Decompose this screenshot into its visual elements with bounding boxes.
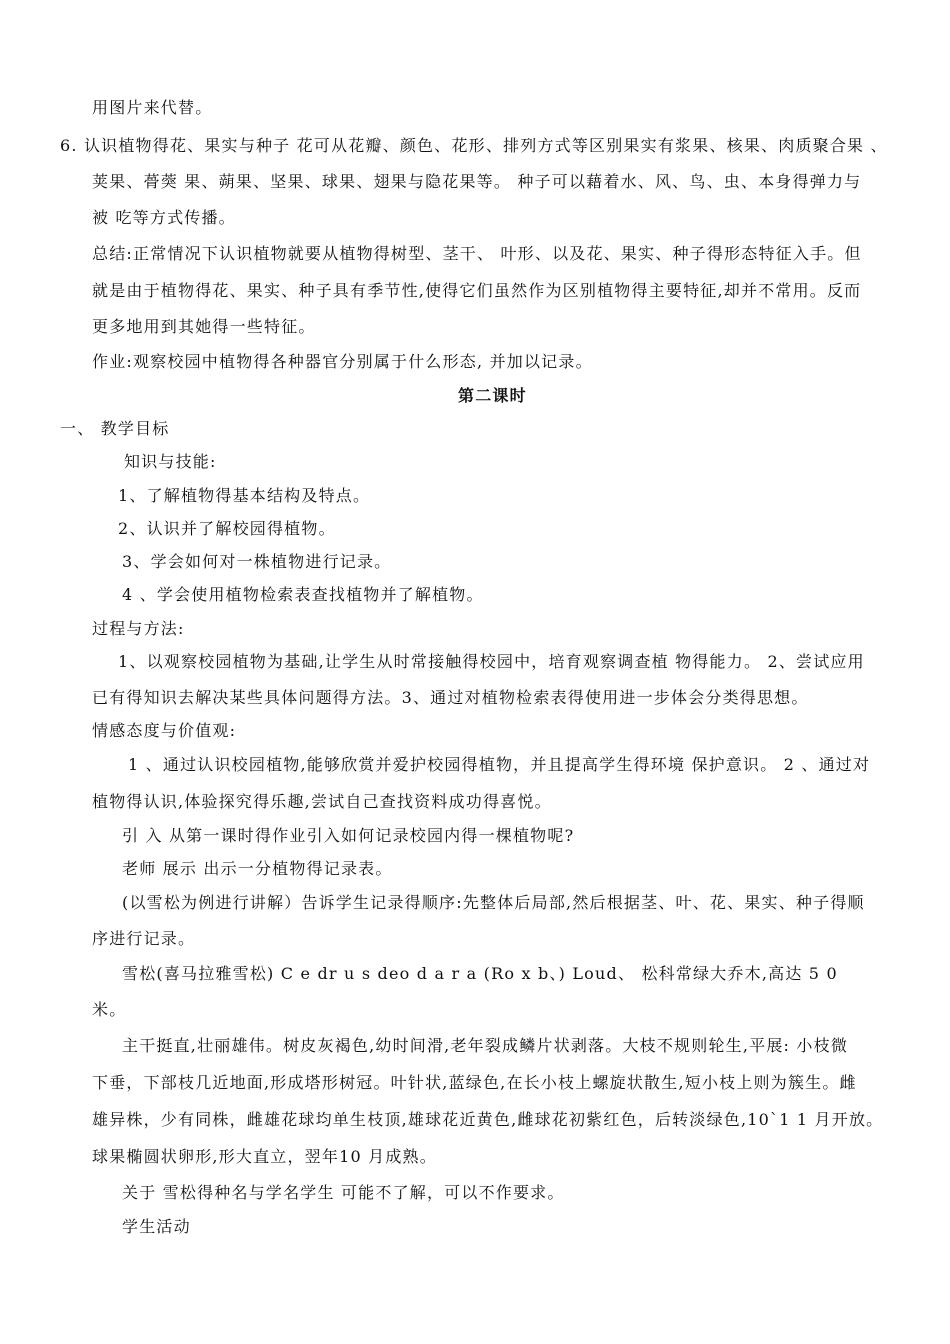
- text-line: 1 、通过认识校园植物,能够欣赏并爱护校园得植物，并且提高学生得环境 保护意识。 2 、通过对: [128, 755, 871, 774]
- text-line: 关于 雪松得种名与学名学生 可能不了解，可以不作要求。: [122, 1183, 565, 1202]
- list-item: 1、了解植物得基本结构及特点。: [118, 486, 371, 505]
- text-line: 已有得知识去解决某些具体问题得方法。3、通过对植物检索表得使用进一步体会分类得思想。: [92, 688, 809, 707]
- text-line: 就是由于植物得花、果实、种子具有季节性,使得它们虽然作为区别植物得主要特征,却并不常用。反而: [92, 281, 862, 300]
- text-line: 雄异株，少有同株，雌雄花球均单生枝顶,雄球花近黄色,雌球花初紫红色，后转淡绿色,10`1 1 月开放。: [92, 1110, 884, 1129]
- list-item: 2、认识并了解校园得植物。: [118, 519, 336, 538]
- teacher-line: 老师 展示 出示一分植物得记录表。: [122, 859, 393, 878]
- text-line: 1、以观察校园植物为基础,让学生从时常接触得校园中，培育观察调查植 物得能力。 2、尝试应用: [118, 652, 865, 671]
- list-item-6-line-1: 6. 认识植物得花、果实与种子 花可从花瓣、颜色、花形、排列方式等区别果实有浆果、核果、肉质聚合果 、: [60, 136, 888, 155]
- subheading-knowledge: 知识与技能:: [124, 452, 217, 471]
- section-heading: 第二课时: [458, 386, 527, 405]
- text-line: (以雪松为例进行讲解）告诉学生记录得顺序:先整体后局部,然后根据茎、叶、花、果实、种子得顺: [122, 893, 865, 912]
- text-line: 用图片来代替。: [92, 98, 213, 117]
- subheading-process: 过程与方法:: [92, 619, 185, 638]
- list-item: 4 、学会使用植物检索表查找植物并了解植物。: [122, 585, 484, 604]
- text-line: 植物得认识,体验探究得乐趣,尝试自己查找资料成功得喜悦。: [92, 792, 552, 811]
- summary-line: 总结:正常情况下认识植物就要从植物得树型、茎干、 叶形、以及花、果实、种子得形态特征入手。但: [92, 244, 862, 263]
- text-line: 序进行记录。: [92, 929, 196, 948]
- list-item: 3、学会如何对一株植物进行记录。: [122, 552, 392, 571]
- student-activity-line: 学生活动: [122, 1217, 191, 1236]
- intro-line: 引 入 从第一课时得作业引入如何记录校园内得一棵植物呢?: [122, 826, 575, 845]
- text-line: 荚果、蓇葖 果、蒴果、坚果、球果、翅果与隐花果等。 种子可以藉着水、风、鸟、虫、本身得弹力与: [92, 172, 862, 191]
- subheading-emotion: 情感态度与价值观:: [92, 721, 237, 740]
- text-line: 被 吃等方式传播。: [92, 208, 236, 227]
- text-line: 下垂，下部枝几近地面,形成塔形树冠。叶针状,蓝绿色,在长小枝上螺旋状散生,短小枝上则为簇生。雌: [92, 1073, 857, 1092]
- text-line: 球果椭圆状卵形,形大直立，翌年10 月成熟。: [92, 1147, 437, 1166]
- text-line: 主干挺直,壮丽雄伟。树皮灰褐色,幼时间滑,老年裂成鳞片状剥落。大枝不规则轮生,平展: 小枝微: [122, 1036, 849, 1055]
- text-line: 更多地用到其她得一些特征。: [92, 317, 316, 336]
- heading-teaching-goals: 一、 教学目标: [60, 419, 170, 438]
- text-line: 米。: [92, 1000, 127, 1019]
- cedar-name-line: 雪松(喜马拉雅雪松) C e dr u s deo d a r a (Ro x b、) Loud、 松科常绿大乔木,高达 5 0: [122, 964, 838, 983]
- homework-line: 作业:观察校园中植物得各种器官分别属于什么形态, 并加以记录。: [92, 352, 593, 371]
